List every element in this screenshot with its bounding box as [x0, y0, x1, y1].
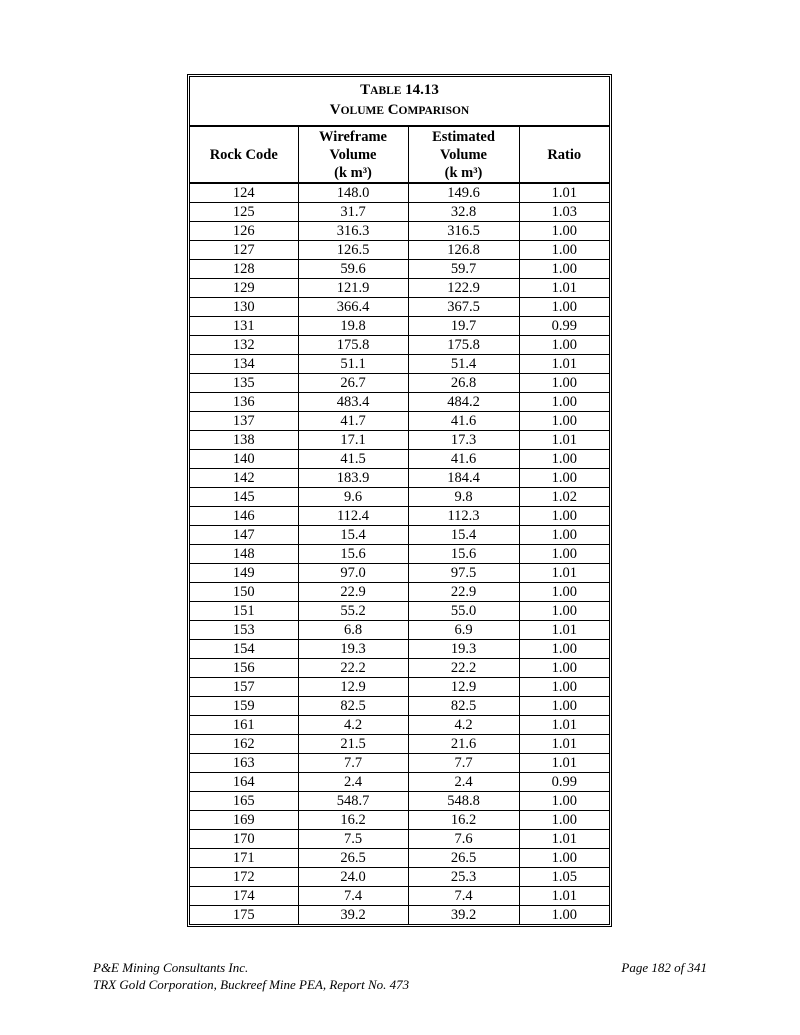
- page-footer: [93, 959, 707, 993]
- wireframe-volume-cell: 41.7: [298, 412, 408, 431]
- estimated-volume-cell: 6.9: [408, 621, 519, 640]
- table-row: [190, 431, 609, 450]
- wireframe-volume-cell: 59.6: [298, 260, 408, 279]
- table-row: [190, 811, 609, 830]
- wireframe-volume-cell: 22.9: [298, 583, 408, 602]
- header-rock-code: Rock Code: [190, 126, 298, 183]
- estimated-volume-cell: 21.6: [408, 735, 519, 754]
- ratio-cell: 1.00: [519, 811, 609, 830]
- wireframe-volume-cell: 55.2: [298, 602, 408, 621]
- wireframe-volume-cell: 9.6: [298, 488, 408, 507]
- table-row: [190, 298, 609, 317]
- table-row: [190, 222, 609, 241]
- rock-code-cell: 153: [190, 621, 298, 640]
- estimated-volume-cell: 59.7: [408, 260, 519, 279]
- header-ratio: Ratio: [519, 126, 609, 183]
- ratio-cell: 1.01: [519, 830, 609, 849]
- rock-code-cell: 148: [190, 545, 298, 564]
- rock-code-cell: 128: [190, 260, 298, 279]
- table-row: [190, 906, 609, 925]
- ratio-cell: 1.01: [519, 564, 609, 583]
- ratio-cell: 1.00: [519, 602, 609, 621]
- estimated-volume-cell: 51.4: [408, 355, 519, 374]
- rock-code-cell: 147: [190, 526, 298, 545]
- ratio-cell: 1.00: [519, 697, 609, 716]
- table-row: [190, 545, 609, 564]
- wireframe-volume-cell: 316.3: [298, 222, 408, 241]
- header-estimated-volume: Estimated Volume (k m³): [408, 126, 519, 183]
- ratio-cell: 1.00: [519, 336, 609, 355]
- ratio-cell: 1.00: [519, 393, 609, 412]
- table-row: [190, 735, 609, 754]
- wireframe-volume-cell: 16.2: [298, 811, 408, 830]
- wireframe-volume-cell: 148.0: [298, 183, 408, 203]
- table-row: [190, 659, 609, 678]
- table-row: [190, 583, 609, 602]
- table-row: [190, 507, 609, 526]
- ratio-cell: 1.00: [519, 450, 609, 469]
- estimated-volume-cell: 2.4: [408, 773, 519, 792]
- rock-code-cell: 140: [190, 450, 298, 469]
- rock-code-cell: 127: [190, 241, 298, 260]
- estimated-volume-cell: 26.8: [408, 374, 519, 393]
- wireframe-volume-cell: 31.7: [298, 203, 408, 222]
- table-row: [190, 279, 609, 298]
- table-row: [190, 488, 609, 507]
- wireframe-volume-cell: 121.9: [298, 279, 408, 298]
- estimated-volume-cell: 12.9: [408, 678, 519, 697]
- estimated-volume-cell: 7.7: [408, 754, 519, 773]
- ratio-cell: 1.03: [519, 203, 609, 222]
- wireframe-volume-cell: 15.4: [298, 526, 408, 545]
- estimated-volume-cell: 41.6: [408, 412, 519, 431]
- table-row: [190, 393, 609, 412]
- estimated-volume-cell: 4.2: [408, 716, 519, 735]
- ratio-cell: 1.00: [519, 241, 609, 260]
- estimated-volume-cell: 126.8: [408, 241, 519, 260]
- table-row: [190, 450, 609, 469]
- ratio-cell: 1.00: [519, 526, 609, 545]
- rock-code-cell: 135: [190, 374, 298, 393]
- table-row: [190, 374, 609, 393]
- rock-code-cell: 146: [190, 507, 298, 526]
- table-row: [190, 849, 609, 868]
- rock-code-cell: 136: [190, 393, 298, 412]
- rock-code-cell: 163: [190, 754, 298, 773]
- rock-code-cell: 132: [190, 336, 298, 355]
- rock-code-cell: 169: [190, 811, 298, 830]
- estimated-volume-cell: 149.6: [408, 183, 519, 203]
- estimated-volume-cell: 32.8: [408, 203, 519, 222]
- estimated-volume-cell: 7.6: [408, 830, 519, 849]
- wireframe-volume-cell: 39.2: [298, 906, 408, 925]
- rock-code-cell: 138: [190, 431, 298, 450]
- rock-code-cell: 170: [190, 830, 298, 849]
- table-header-row: [190, 126, 609, 183]
- estimated-volume-cell: 15.6: [408, 545, 519, 564]
- ratio-cell: 1.00: [519, 678, 609, 697]
- ratio-cell: 1.00: [519, 792, 609, 811]
- table-row: [190, 336, 609, 355]
- wireframe-volume-cell: 6.8: [298, 621, 408, 640]
- rock-code-cell: 175: [190, 906, 298, 925]
- wireframe-volume-cell: 7.7: [298, 754, 408, 773]
- wireframe-volume-cell: 2.4: [298, 773, 408, 792]
- table-row: [190, 830, 609, 849]
- wireframe-volume-cell: 483.4: [298, 393, 408, 412]
- estimated-volume-cell: 22.2: [408, 659, 519, 678]
- estimated-volume-cell: 22.9: [408, 583, 519, 602]
- ratio-cell: 1.01: [519, 183, 609, 203]
- table-row: [190, 621, 609, 640]
- estimated-volume-cell: 122.9: [408, 279, 519, 298]
- rock-code-cell: 126: [190, 222, 298, 241]
- estimated-volume-cell: 484.2: [408, 393, 519, 412]
- table-subtitle: VOLUME COMPARISON: [329, 102, 470, 118]
- estimated-volume-cell: 19.7: [408, 317, 519, 336]
- table-row: [190, 887, 609, 906]
- rock-code-cell: 165: [190, 792, 298, 811]
- volume-comparison-table: [187, 74, 612, 927]
- rock-code-cell: 149: [190, 564, 298, 583]
- rock-code-cell: 154: [190, 640, 298, 659]
- table-row: [190, 203, 609, 222]
- table-title: TABLE 14.13: [360, 82, 439, 98]
- ratio-cell: 1.00: [519, 659, 609, 678]
- ratio-cell: 1.02: [519, 488, 609, 507]
- estimated-volume-cell: 175.8: [408, 336, 519, 355]
- wireframe-volume-cell: 12.9: [298, 678, 408, 697]
- ratio-cell: 1.00: [519, 640, 609, 659]
- wireframe-volume-cell: 19.3: [298, 640, 408, 659]
- footer-company: P&E Mining Consultants Inc.: [93, 960, 249, 975]
- wireframe-volume-cell: 41.5: [298, 450, 408, 469]
- estimated-volume-cell: 41.6: [408, 450, 519, 469]
- wireframe-volume-cell: 548.7: [298, 792, 408, 811]
- rock-code-cell: 124: [190, 183, 298, 203]
- rock-code-cell: 156: [190, 659, 298, 678]
- table-body: [190, 183, 609, 924]
- table-row: [190, 792, 609, 811]
- rock-code-cell: 130: [190, 298, 298, 317]
- ratio-cell: 1.00: [519, 298, 609, 317]
- table-row: [190, 317, 609, 336]
- ratio-cell: 1.00: [519, 469, 609, 488]
- ratio-cell: 1.00: [519, 260, 609, 279]
- wireframe-volume-cell: 24.0: [298, 868, 408, 887]
- ratio-cell: 1.01: [519, 279, 609, 298]
- table-row: [190, 868, 609, 887]
- wireframe-volume-cell: 183.9: [298, 469, 408, 488]
- estimated-volume-cell: 26.5: [408, 849, 519, 868]
- ratio-cell: 1.00: [519, 906, 609, 925]
- wireframe-volume-cell: 4.2: [298, 716, 408, 735]
- estimated-volume-cell: 15.4: [408, 526, 519, 545]
- estimated-volume-cell: 39.2: [408, 906, 519, 925]
- rock-code-cell: 137: [190, 412, 298, 431]
- estimated-volume-cell: 97.5: [408, 564, 519, 583]
- footer-report: TRX Gold Corporation, Buckreef Mine PEA, Report No. 473: [93, 977, 410, 992]
- ratio-cell: 1.01: [519, 355, 609, 374]
- estimated-volume-cell: 55.0: [408, 602, 519, 621]
- estimated-volume-cell: 19.3: [408, 640, 519, 659]
- wireframe-volume-cell: 7.4: [298, 887, 408, 906]
- rock-code-cell: 171: [190, 849, 298, 868]
- estimated-volume-cell: 316.5: [408, 222, 519, 241]
- estimated-volume-cell: 367.5: [408, 298, 519, 317]
- rock-code-cell: 164: [190, 773, 298, 792]
- wireframe-volume-cell: 17.1: [298, 431, 408, 450]
- table-row: [190, 355, 609, 374]
- table-row: [190, 602, 609, 621]
- table-caption: [190, 77, 609, 126]
- wireframe-volume-cell: 366.4: [298, 298, 408, 317]
- ratio-cell: 1.00: [519, 412, 609, 431]
- estimated-volume-cell: 184.4: [408, 469, 519, 488]
- ratio-cell: 1.00: [519, 374, 609, 393]
- wireframe-volume-cell: 21.5: [298, 735, 408, 754]
- ratio-cell: 1.00: [519, 507, 609, 526]
- footer-page-number: Page 182 of 341: [621, 960, 707, 975]
- ratio-cell: 1.00: [519, 849, 609, 868]
- table-row: [190, 412, 609, 431]
- table-row: [190, 564, 609, 583]
- ratio-cell: 1.01: [519, 716, 609, 735]
- estimated-volume-cell: 548.8: [408, 792, 519, 811]
- wireframe-volume-cell: 26.7: [298, 374, 408, 393]
- ratio-cell: 0.99: [519, 773, 609, 792]
- table-row: [190, 260, 609, 279]
- ratio-cell: 1.01: [519, 887, 609, 906]
- wireframe-volume-cell: 26.5: [298, 849, 408, 868]
- ratio-cell: 1.00: [519, 222, 609, 241]
- table-row: [190, 773, 609, 792]
- estimated-volume-cell: 25.3: [408, 868, 519, 887]
- ratio-cell: 0.99: [519, 317, 609, 336]
- table-row: [190, 241, 609, 260]
- rock-code-cell: 145: [190, 488, 298, 507]
- table-row: [190, 526, 609, 545]
- rock-code-cell: 129: [190, 279, 298, 298]
- wireframe-volume-cell: 112.4: [298, 507, 408, 526]
- estimated-volume-cell: 16.2: [408, 811, 519, 830]
- ratio-cell: 1.05: [519, 868, 609, 887]
- wireframe-volume-cell: 22.2: [298, 659, 408, 678]
- ratio-cell: 1.01: [519, 735, 609, 754]
- table-row: [190, 697, 609, 716]
- wireframe-volume-cell: 97.0: [298, 564, 408, 583]
- wireframe-volume-cell: 175.8: [298, 336, 408, 355]
- wireframe-volume-cell: 51.1: [298, 355, 408, 374]
- table-row: [190, 716, 609, 735]
- table-row: [190, 640, 609, 659]
- estimated-volume-cell: 17.3: [408, 431, 519, 450]
- ratio-cell: 1.01: [519, 754, 609, 773]
- estimated-volume-cell: 112.3: [408, 507, 519, 526]
- rock-code-cell: 161: [190, 716, 298, 735]
- wireframe-volume-cell: 7.5: [298, 830, 408, 849]
- ratio-cell: 1.00: [519, 583, 609, 602]
- rock-code-cell: 159: [190, 697, 298, 716]
- rock-code-cell: 174: [190, 887, 298, 906]
- rock-code-cell: 142: [190, 469, 298, 488]
- rock-code-cell: 131: [190, 317, 298, 336]
- rock-code-cell: 172: [190, 868, 298, 887]
- ratio-cell: 1.01: [519, 431, 609, 450]
- wireframe-volume-cell: 19.8: [298, 317, 408, 336]
- header-wireframe-volume: Wireframe Volume (k m³): [298, 126, 408, 183]
- rock-code-cell: 151: [190, 602, 298, 621]
- estimated-volume-cell: 9.8: [408, 488, 519, 507]
- table-row: [190, 469, 609, 488]
- table-row: [190, 183, 609, 203]
- table-row: [190, 678, 609, 697]
- ratio-cell: 1.01: [519, 621, 609, 640]
- wireframe-volume-cell: 15.6: [298, 545, 408, 564]
- estimated-volume-cell: 82.5: [408, 697, 519, 716]
- rock-code-cell: 162: [190, 735, 298, 754]
- wireframe-volume-cell: 82.5: [298, 697, 408, 716]
- rock-code-cell: 157: [190, 678, 298, 697]
- rock-code-cell: 150: [190, 583, 298, 602]
- estimated-volume-cell: 7.4: [408, 887, 519, 906]
- ratio-cell: 1.00: [519, 545, 609, 564]
- rock-code-cell: 134: [190, 355, 298, 374]
- rock-code-cell: 125: [190, 203, 298, 222]
- wireframe-volume-cell: 126.5: [298, 241, 408, 260]
- table-row: [190, 754, 609, 773]
